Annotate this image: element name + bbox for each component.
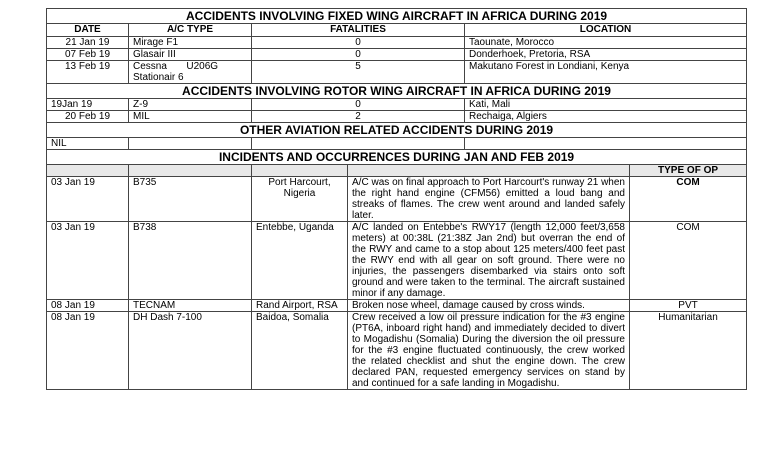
accidents-table — [46, 8, 747, 150]
row-date: 08 Jan 19 — [47, 312, 129, 390]
row-ac-type: DH Dash 7-100 — [129, 312, 252, 390]
row-ac-type-line1: Cessna U206G — [133, 61, 219, 72]
table-row — [47, 99, 747, 111]
empty-cell — [252, 138, 465, 150]
table-row — [47, 138, 747, 150]
table-row — [47, 61, 747, 84]
table-row — [47, 111, 747, 123]
row-ac-type: Mirage F1 — [129, 37, 252, 49]
row-type-of-op: COM — [630, 177, 747, 222]
row-location: Rand Airport, RSA — [252, 300, 348, 312]
accident-report-page — [46, 8, 746, 390]
row-date: 07 Feb 19 — [47, 49, 129, 61]
row-description: Crew received a low oil pressure indication for the #3 engine (PT6A, inboard right hand) and immediately decided to divert to Mogadishu (Somalia) During the diversion the oil pressure for the #3 engine fluctuated continuously, the crew worked the related checklist and shut the engine down. The crew declared PAN, requested emergency services on stand by and continued for a safe landing in Mogadishu. — [348, 312, 630, 390]
row-date: 03 Jan 19 — [47, 177, 129, 222]
header-fatalities: FATALITIES — [252, 24, 465, 37]
row-ac-type: B735 — [129, 177, 252, 222]
empty-cell — [129, 165, 252, 177]
incidents-section-title-row — [47, 150, 747, 165]
row-fatalities: 5 — [252, 61, 465, 84]
fixed-wing-header-row — [47, 24, 747, 37]
empty-cell — [47, 165, 129, 177]
row-fatalities: 0 — [252, 49, 465, 61]
row-type-of-op: PVT — [630, 300, 747, 312]
row-type-of-op: COM — [630, 222, 747, 300]
row-description: A/C landed on Entebbe's RWY17 (length 12,000 feet/3,658 meters) at 00:38L (21:38Z Jan 2nd) but overran the end of the RWY and came to a stop about 125 meters/400 feet past the RWY end with all gear on soft ground. There were no injuries, the passengers disembarked via stairs onto soft ground and were taken to the terminal. The aircraft sustained minor if any damage. — [348, 222, 630, 300]
other-section-title-row — [47, 123, 747, 138]
row-ac-type-line2: Stationair 6 — [133, 72, 184, 83]
row-date: 20 Feb 19 — [47, 111, 129, 123]
row-location: Port Harcourt, Nigeria — [252, 177, 348, 222]
row-fatalities: 0 — [252, 37, 465, 49]
row-date: 21 Jan 19 — [47, 37, 129, 49]
row-date: 03 Jan 19 — [47, 222, 129, 300]
table-row — [47, 177, 747, 222]
empty-cell — [252, 165, 348, 177]
other-title: OTHER AVIATION RELATED ACCIDENTS DURING 2019 — [47, 123, 747, 138]
row-ac-type — [129, 61, 252, 84]
header-type-of-op: TYPE OF OP — [630, 165, 747, 177]
row-description: A/C was on final approach to Port Harcourt's runway 21 when the right hand engine (CFM56) emitted a loud bang and streaks of flames. The crew went around and landed safely later. — [348, 177, 630, 222]
rotor-wing-section-title-row — [47, 84, 747, 99]
row-location: Rechaiga, Algiers — [465, 111, 747, 123]
row-location: Kati, Mali — [465, 99, 747, 111]
incidents-table — [46, 149, 747, 390]
row-location: Taounate, Morocco — [465, 37, 747, 49]
row-fatalities: 0 — [252, 99, 465, 111]
table-row — [47, 49, 747, 61]
table-row — [47, 300, 747, 312]
row-location: Makutano Forest in Londiani, Kenya — [465, 61, 747, 84]
row-ac-type: TECNAM — [129, 300, 252, 312]
row-ac-type: B738 — [129, 222, 252, 300]
header-date: DATE — [47, 24, 129, 37]
row-type-of-op: Humanitarian — [630, 312, 747, 390]
fixed-wing-title: ACCIDENTS INVOLVING FIXED WING AIRCRAFT IN AFRICA DURING 2019 — [47, 9, 747, 24]
other-value: NIL — [47, 138, 129, 150]
incidents-header-row — [47, 165, 747, 177]
row-ac-type: Z-9 — [129, 99, 252, 111]
row-ac-type: Glasair III — [129, 49, 252, 61]
row-date: 13 Feb 19 — [47, 61, 129, 84]
row-location: Donderhoek, Pretoria, RSA — [465, 49, 747, 61]
incidents-title: INCIDENTS AND OCCURRENCES DURING JAN AND FEB 2019 — [47, 150, 747, 165]
table-row — [47, 312, 747, 390]
empty-cell — [129, 138, 252, 150]
row-fatalities: 2 — [252, 111, 465, 123]
rotor-wing-title: ACCIDENTS INVOLVING ROTOR WING AIRCRAFT IN AFRICA DURING 2019 — [47, 84, 747, 99]
empty-cell — [348, 165, 630, 177]
row-ac-type: MIL — [129, 111, 252, 123]
table-row — [47, 222, 747, 300]
row-location: Entebbe, Uganda — [252, 222, 348, 300]
fixed-wing-section-title-row — [47, 9, 747, 24]
row-location: Baidoa, Somalia — [252, 312, 348, 390]
row-date: 08 Jan 19 — [47, 300, 129, 312]
empty-cell — [465, 138, 747, 150]
row-description: Broken nose wheel, damage caused by cross winds. — [348, 300, 630, 312]
table-row — [47, 37, 747, 49]
header-location: LOCATION — [465, 24, 747, 37]
header-ac-type: A/C TYPE — [129, 24, 252, 37]
row-date: 19Jan 19 — [47, 99, 129, 111]
